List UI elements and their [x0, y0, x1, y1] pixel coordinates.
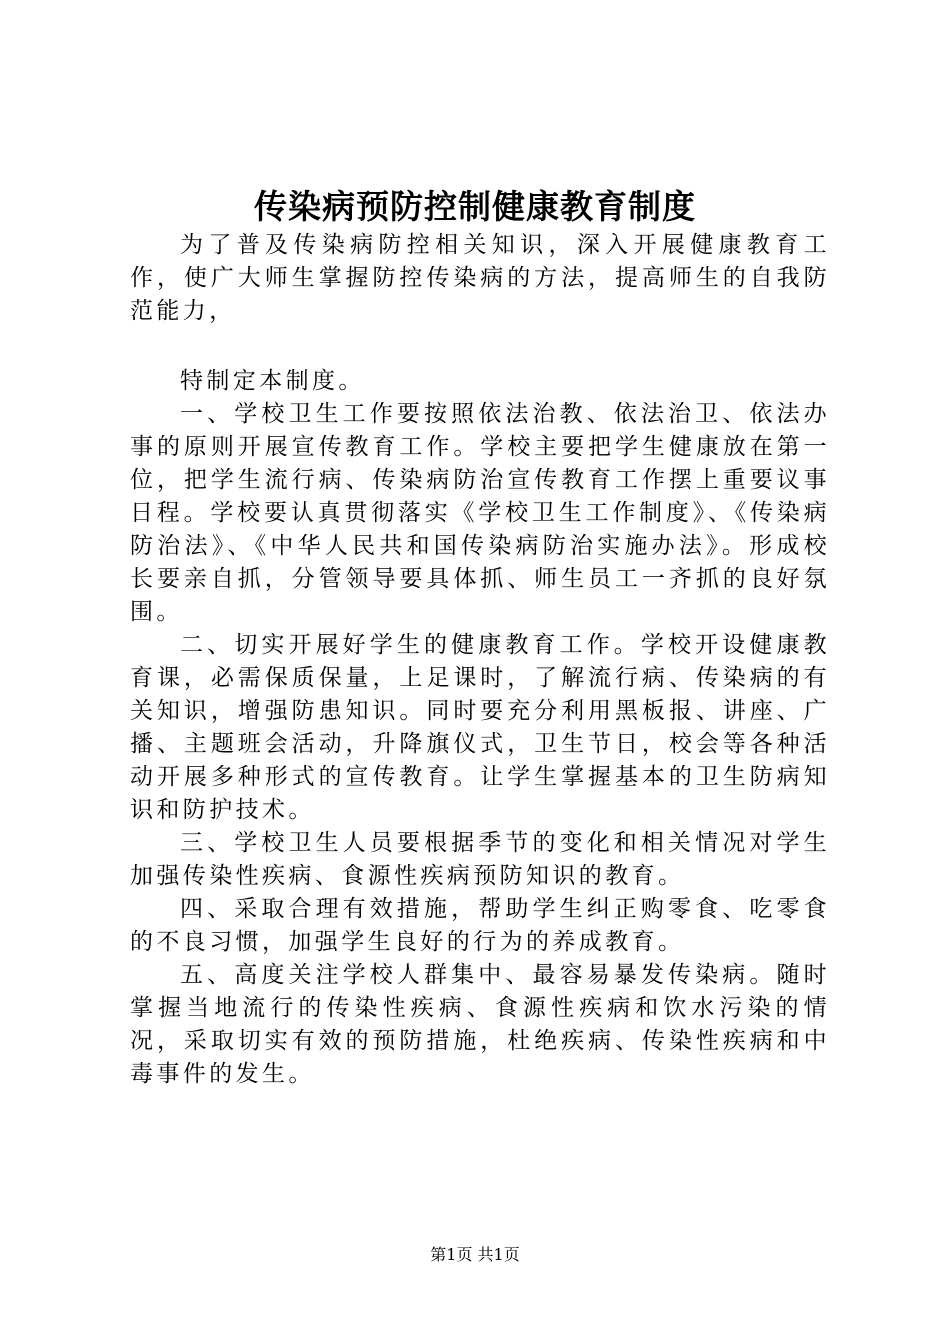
- clause-3-paragraph: 三、学校卫生人员要根据季节的变化和相关情况对学生加强传染性疾病、食源性疾病预防知识的教育。: [130, 830, 830, 889]
- page-footer: 第1页 共1页: [430, 1245, 520, 1264]
- clause-2-paragraph: 二、切实开展好学生的健康教育工作。学校开设健康教育课，必需保质保量，上足课时，了解流行病、传染病的有关知识，增强防患知识。同时要充分利用黑板报、讲座、广播、主题班会活动，升降旗仪式，卫生节日，校会等各种活动开展多种形式的宣传教育。让学生掌握基本的卫生防病知识和防护技术。: [130, 632, 830, 823]
- intro-continuation-paragraph: 特制定本制度。: [180, 368, 365, 394]
- clause-4-paragraph: 四、采取合理有效措施，帮助学生纠正购零食、吃零食的不良习惯，加强学生良好的行为的养成教育。: [130, 896, 830, 955]
- intro-paragraph: 为了普及传染病防控相关知识，深入开展健康教育工作，使广大师生掌握防控传染病的方法，提高师生的自我防范能力，: [130, 232, 830, 324]
- clause-1-paragraph: 一、学校卫生工作要按照依法治教、依法治卫、依法办事的原则开展宣传教育工作。学校主要把学生健康放在第一位，把学生流行病、传染病防治宣传教育工作摆上重要议事日程。学校要认真贯彻落实《学校卫生工作制度》、《传染病防治法》、《中华人民共和国传染病防治实施办法》。形成校长要亲自抓，分管领导要具体抓、师生员工一齐抓的良好氛围。: [130, 401, 830, 625]
- clause-5-paragraph: 五、高度关注学校人群集中、最容易暴发传染病。随时掌握当地流行的传染性疾病、食源性疾病和饮水污染的情况，采取切实有效的预防措施，杜绝疾病、传染性疾病和中毒事件的发生。: [130, 962, 830, 1087]
- document-body: [130, 229, 830, 1091]
- document-title: 传染病预防控制健康教育制度: [254, 187, 696, 226]
